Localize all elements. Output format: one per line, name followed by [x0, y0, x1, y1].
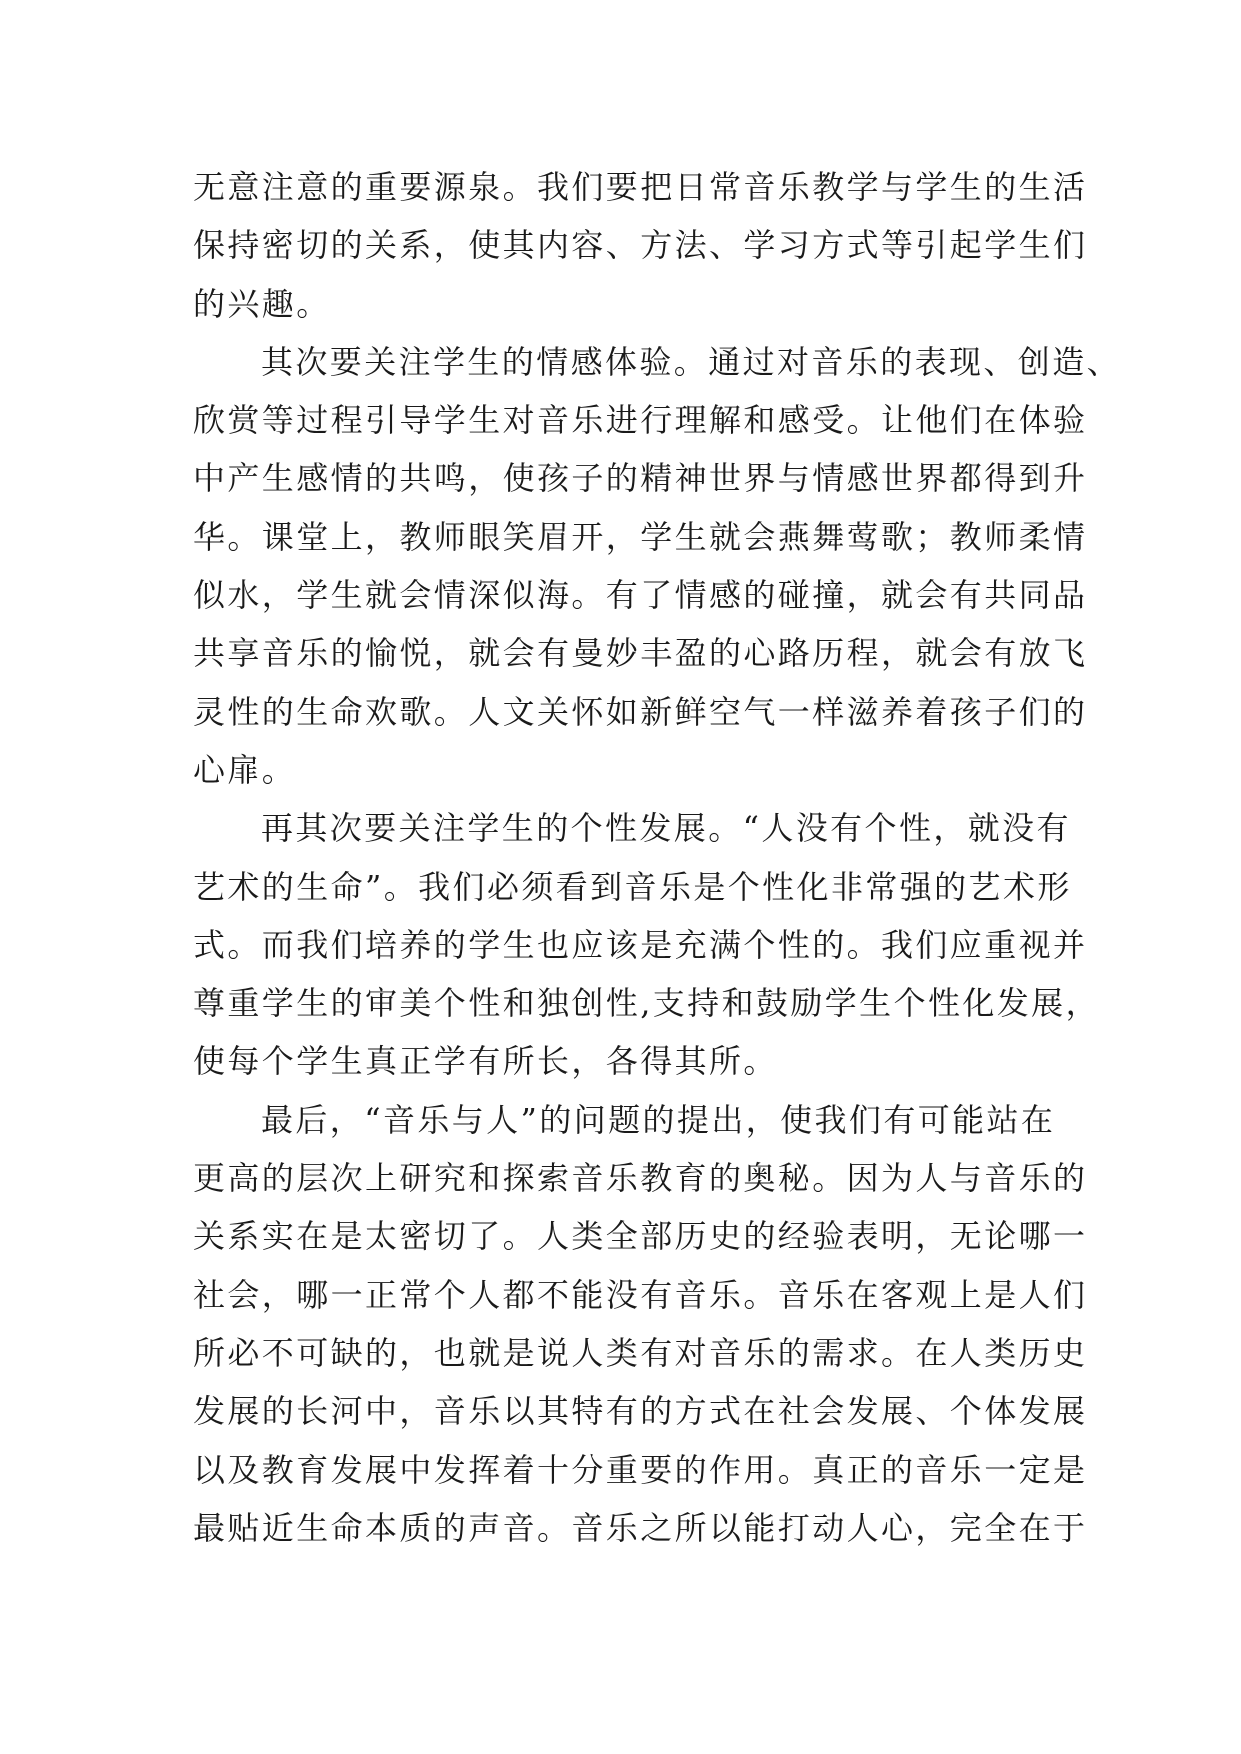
text-line: 最贴近生命本质的声音。音乐之所以能打动人心，完全在于	[193, 1508, 1088, 1547]
text-line: 似水，学生就会情深似海。有了情感的碰撞，就会有共同品	[193, 576, 1088, 615]
text-line: 心扉。	[193, 750, 297, 789]
text-line: 欣赏等过程引导学生对音乐进行理解和感受。让他们在体验	[193, 401, 1088, 440]
text-line: 灵性的生命欢歌。人文关怀如新鲜空气一样滋养着孩子们的	[193, 692, 1088, 731]
text-line: 保持密切的关系，使其内容、方法、学习方式等引起学生们	[193, 226, 1088, 265]
text-line: 无意注意的重要源泉。我们要把日常音乐教学与学生的生活	[193, 168, 1088, 206]
text-line: 中产生感情的共鸣，使孩子的精神世界与情感世界都得到升	[193, 459, 1088, 498]
text-line: 发展的长河中，音乐以其特有的方式在社会发展、个体发展	[193, 1392, 1088, 1431]
text-line: 关系实在是太密切了。人类全部历史的经验表明，无论哪一	[193, 1217, 1088, 1256]
body-text	[193, 158, 1122, 1557]
text-line: 尊重学生的审美个性和独创性,支持和鼓励学生个性化发展，	[193, 984, 1100, 1023]
text-line: 以及教育发展中发挥着十分重要的作用。真正的音乐一定是	[193, 1450, 1088, 1489]
text-line: 所必不可缺的，也就是说人类有对音乐的需求。在人类历史	[193, 1333, 1088, 1372]
text-line: 再其次要关注学生的个性发展。“人没有个性，就没有	[261, 809, 1071, 848]
text-line: 其次要关注学生的情感体验。通过对音乐的表现、创造、	[261, 342, 1122, 381]
text-line: 华。课堂上，教师眼笑眉开，学生就会燕舞莺歌；教师柔情	[193, 517, 1088, 556]
text-line: 式。而我们培养的学生也应该是充满个性的。我们应重视并	[193, 925, 1088, 964]
text-line: 最后，“音乐与人”的问题的提出，使我们有可能站在	[261, 1100, 1056, 1139]
text-line: 使每个学生真正学有所长，各得其所。	[193, 1042, 778, 1081]
text-line: 艺术的生命”。我们必须看到音乐是个性化非常强的艺术形	[193, 867, 1072, 906]
text-line: 更高的层次上研究和探索音乐教育的奥秘。因为人与音乐的	[193, 1159, 1088, 1198]
text-line: 社会，哪一正常个人都不能没有音乐。音乐在客观上是人们	[193, 1275, 1088, 1314]
text-line: 共享音乐的愉悦，就会有曼妙丰盈的心路历程，就会有放飞	[193, 634, 1088, 673]
text-line: 的兴趣。	[193, 284, 331, 323]
